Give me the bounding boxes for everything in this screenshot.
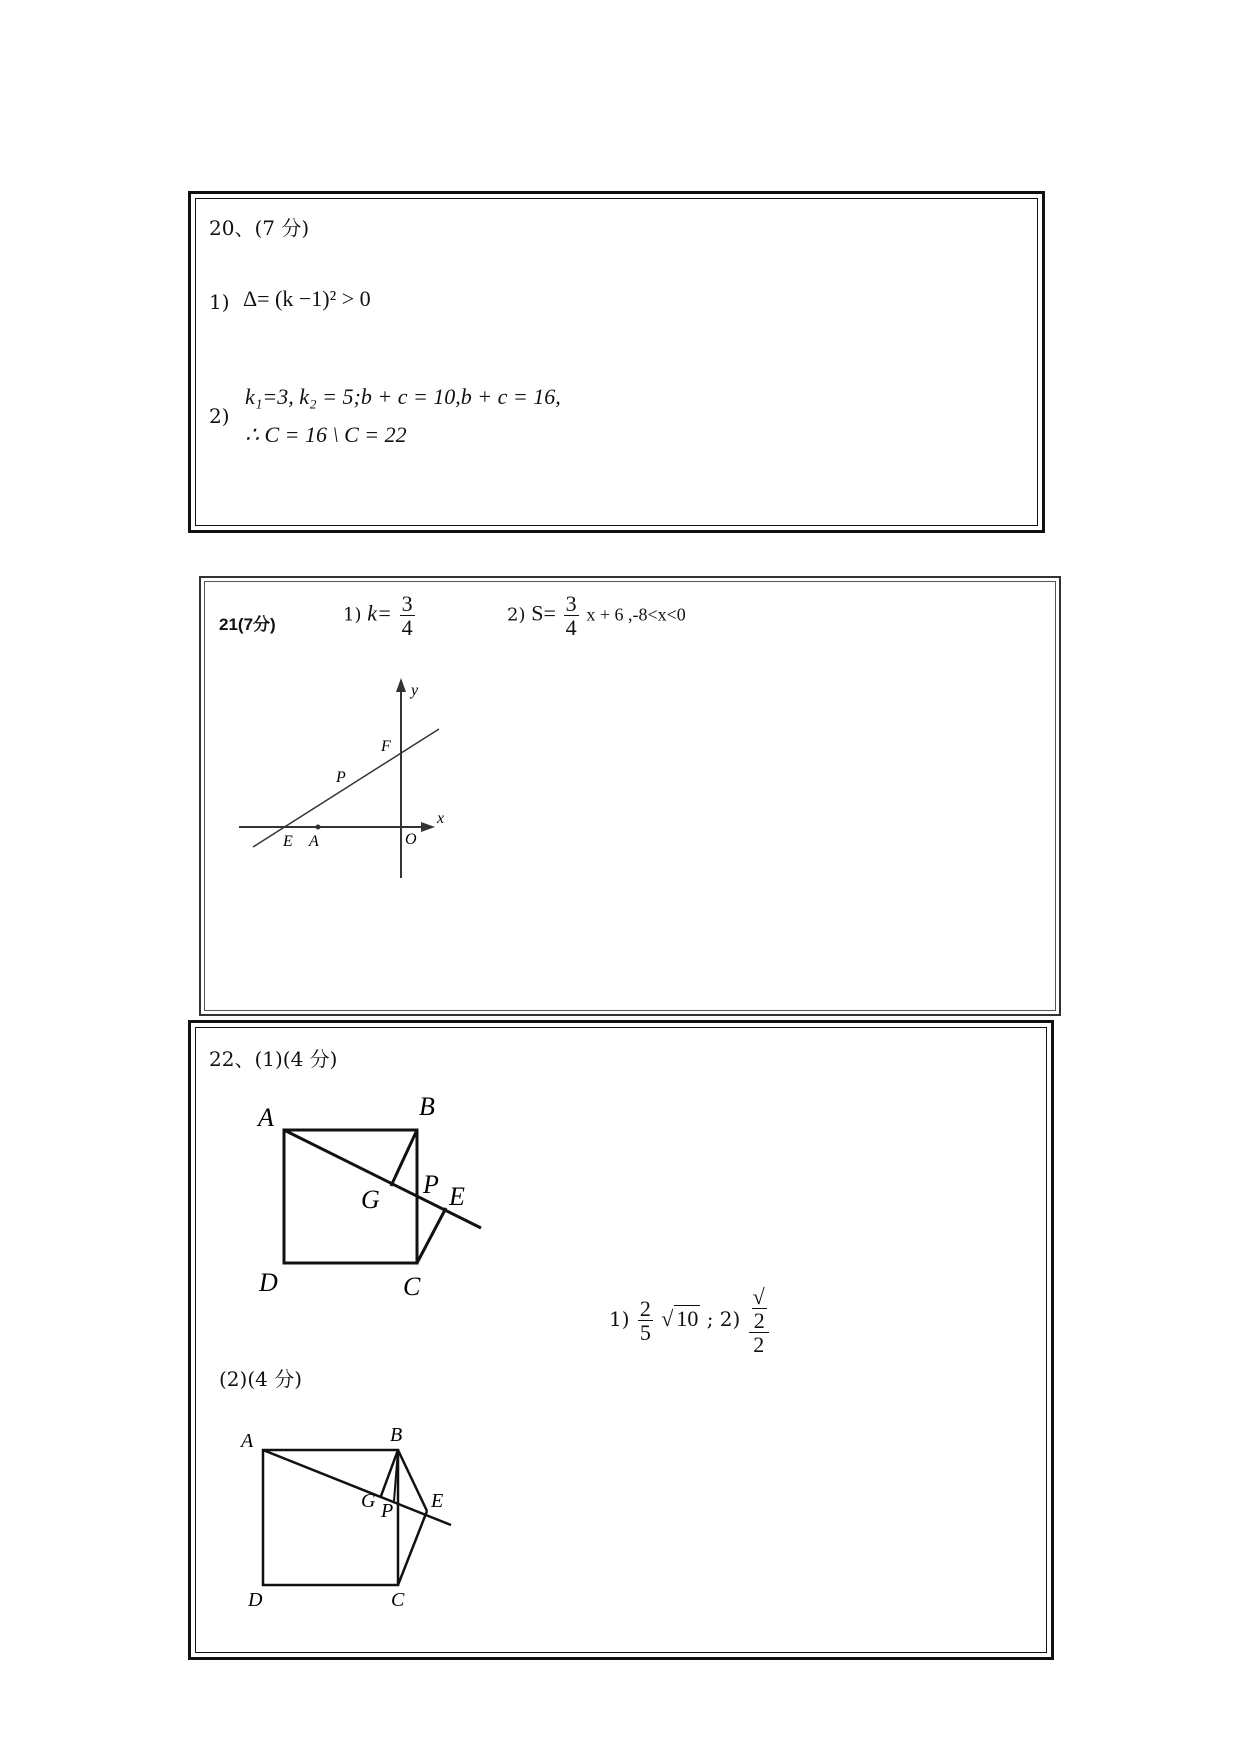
point-A: [316, 825, 321, 830]
label-y: y: [411, 682, 419, 699]
q21-coordinate-graph: [201, 578, 1063, 1018]
q21-part2-rest: x + 6 ,-8<x<0: [586, 604, 686, 625]
label-x: x: [437, 810, 445, 827]
q21-part1-numerator: 3: [401, 591, 413, 616]
q22-header: 22、(1)(4 分): [209, 1047, 338, 1071]
radical-symbol: √: [752, 1284, 765, 1309]
q21-part2-s: S=: [531, 600, 556, 626]
segment-BE-2: [398, 1450, 427, 1511]
segment-CE-2: [398, 1511, 427, 1585]
q20-part2-label: 2): [209, 404, 230, 428]
radical-symbol: √: [661, 1306, 674, 1332]
q22-answer-p1-numerator: 2: [639, 1296, 651, 1322]
fig2-label-P: P: [381, 1500, 394, 1522]
q20-header: 20、(7 分): [209, 216, 310, 240]
square-ABCD-2: [263, 1450, 398, 1585]
q20-part1-label: 1): [209, 290, 230, 314]
y-axis-arrow: [396, 678, 406, 692]
q22-answer-p2-denominator: 2: [753, 1332, 765, 1358]
q21-part2-label: 2): [507, 604, 526, 626]
fig1-label-D: D: [259, 1268, 278, 1297]
fig1-label-B: B: [419, 1092, 435, 1121]
q21-header: 21(7分): [219, 615, 276, 634]
q22-answer-p1-denominator: 5: [639, 1320, 651, 1346]
q21-box: [199, 576, 1061, 1016]
q21-part2-denominator: 4: [565, 615, 577, 641]
line-EF: [253, 729, 439, 847]
label-E: E: [283, 833, 293, 850]
q22-answer-p1-radicand: 10: [676, 1306, 699, 1332]
q21-part1-k: k=: [367, 600, 392, 626]
fig1-label-P: P: [423, 1170, 439, 1199]
q20-part2-line1: k₁=3, k₂ = 5;b + c = 10,b + c = 16,: [245, 384, 561, 409]
q22-answer-separator: ;: [706, 1307, 714, 1332]
fig1-label-G: G: [361, 1185, 380, 1214]
q20-part1-expr: Δ= (k −1)² > 0: [243, 286, 371, 311]
line-AE-2: [263, 1450, 451, 1525]
x-axis-arrow: [421, 822, 435, 832]
fig2-label-G: G: [361, 1490, 376, 1512]
label-A: A: [309, 833, 319, 850]
q21-part1-denominator: 4: [401, 615, 413, 641]
fig1-label-A: A: [258, 1103, 274, 1132]
fig2-label-E: E: [431, 1490, 444, 1512]
q21-part2-numerator: 3: [565, 591, 577, 616]
q22-figure-2: [191, 1023, 1057, 1663]
q22-answer-p2-label: 2): [719, 1307, 741, 1332]
fig2-label-C: C: [391, 1589, 405, 1611]
q22-answer-p2-radicand: 2: [753, 1308, 765, 1334]
fig2-label-B: B: [390, 1424, 403, 1446]
q22-part2-header: (2)(4 分): [219, 1367, 303, 1391]
q20-box: [188, 191, 1045, 533]
q20-part2-line2: ∴ C = 16 \ C = 22: [245, 422, 407, 447]
q22-answer-p1-label: 1): [609, 1307, 630, 1332]
q21-part1-label: 1): [343, 604, 362, 626]
label-F: F: [381, 738, 391, 755]
label-P: P: [336, 769, 346, 786]
fig2-label-D: D: [248, 1589, 263, 1611]
q22-box: [188, 1020, 1054, 1660]
label-O: O: [405, 831, 417, 848]
fig1-label-E: E: [449, 1182, 465, 1211]
fig1-label-C: C: [403, 1272, 421, 1301]
fig2-label-A: A: [241, 1430, 254, 1452]
